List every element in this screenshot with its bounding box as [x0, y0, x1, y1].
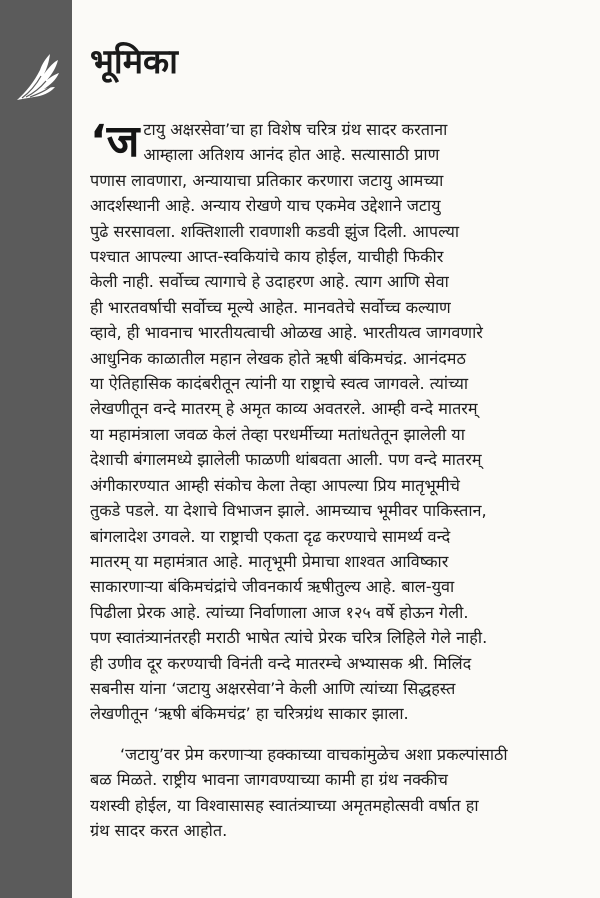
text-line: पुढे सरसावला. शक्तिशाली रावणाशी कडवी झुंज दिली. आपल्या [90, 221, 460, 241]
text-line: यशस्वी होईल, या विश्वासासह स्वातंत्र्याच्या अमृतमहोत्सवी वर्षात हा [90, 795, 479, 815]
text-line: आदर्शस्थानी आहे. अन्याय रोखणे याच एकमेव उद्देशाने जटायु [90, 196, 441, 216]
text-line: पिढीला प्रेरक आहे. त्यांच्या निर्वाणाला आज १२५ वर्षे होऊन गेली. [90, 602, 469, 622]
text-line: ‘जटायु’वर प्रेम करणाऱ्या हक्काच्या वाचकांमुळेच अशा प्रकल्पांसाठी [120, 744, 508, 764]
text-line: अंगीकारण्यात आम्ही संकोच केला तेव्हा आपल्या प्रिय मातृभूमीचे [90, 475, 460, 495]
text-line: पणास लावणारा, अन्यायाचा प्रतिकार करणारा जटायु आमच्या [90, 170, 444, 190]
text-line: या महामंत्राला जवळ केलं तेव्हा परधर्मीच्या मतांधतेतून झालेली या [90, 424, 465, 444]
text-line: लेखणीतून ‘ऋषी बंकिमचंद्र’ हा चरित्रग्रंथ साकार झाला. [90, 704, 409, 724]
text-line: मातरम् या महामंत्रात आहे. मातृभूमी प्रेमाचा शाश्वत आविष्कार [90, 551, 449, 571]
text-line: बांगलादेश उगवले. या राष्ट्राची एकता दृढ करण्याचे सामर्थ्य वन्दे [90, 526, 451, 546]
text-line: आधुनिक काळातील महान लेखक होते ऋषी बंकिमचंद्र. आनंदमठ [90, 348, 466, 368]
text-line: या ऐतिहासिक कादंबरीतून त्यांनी या राष्ट्राचे स्वत्व जागवले. त्यांच्या [90, 374, 469, 394]
text-line: बळ मिळते. राष्ट्रीय भावना जागवण्याच्या कामी हा ग्रंथ नक्कीच [90, 770, 448, 790]
text-line: केली नाही. सर्वोच्च त्यागाचे हे उदाहरण आहे. त्याग आणि सेवा [90, 272, 449, 292]
text-line: आम्हाला अतिशय आनंद होत आहे. सत्यासाठी प्राण [143, 145, 440, 165]
text-line: ही उणीव दूर करण्याची विनंती वन्दे मातरम्चे अभ्यासक श्री. मिलिंद [90, 653, 472, 673]
sidebar-band [0, 0, 72, 898]
page-title: भूमिका [90, 42, 178, 82]
closing-paragraph [90, 742, 588, 844]
text-line: सबनीस यांना ‘जटायु अक्षरसेवा’ने केली आणि त्यांच्या सिद्धहस्त [90, 678, 456, 698]
text-line: टायु अक्षरसेवा’चा हा विशेष चरित्र ग्रंथ सादर करताना [143, 120, 448, 139]
body-text [90, 117, 588, 843]
text-line: लेखणीतून वन्दे मातरम् हे अमृत काव्य अवतरले. आम्ही वन्दे मातरम् [90, 399, 478, 419]
wing-icon [14, 52, 60, 104]
intro-paragraph [90, 117, 588, 727]
text-line: साकारणाऱ्या बंकिमचंद्रांचे जीवनकार्य ऋषीतुल्य आहे. बाल-युवा [90, 577, 455, 597]
text-line: देशाची बंगालमध्ये झालेली फाळणी थांबवता आली. पण वन्दे मातरम् [90, 450, 482, 470]
drop-cap: ‘ज [90, 116, 140, 167]
text-line: पश्चात आपल्या आप्त-स्वकियांचे काय होईल, याचीही फिकीर [90, 247, 444, 267]
text-line: तुकडे पडले. या देशाचे विभाजन झाले. आमच्याच भूमीवर पाकिस्तान, [90, 501, 487, 521]
text-line: ग्रंथ सादर करत आहोत. [90, 820, 228, 840]
text-line: ही भारतवर्षाची सर्वोच्च मूल्ये आहेत. मानवतेचे सर्वोच्च कल्याण [90, 297, 451, 317]
text-line: व्हावे, ही भावनाच भारतीयत्वाची ओळख आहे. भारतीयत्व जागवणारे [90, 323, 483, 343]
text-line: पण स्वातंत्र्यानंतरही मराठी भाषेत त्यांचे प्रेरक चरित्र लिहिले गेले नाही. [90, 628, 488, 648]
